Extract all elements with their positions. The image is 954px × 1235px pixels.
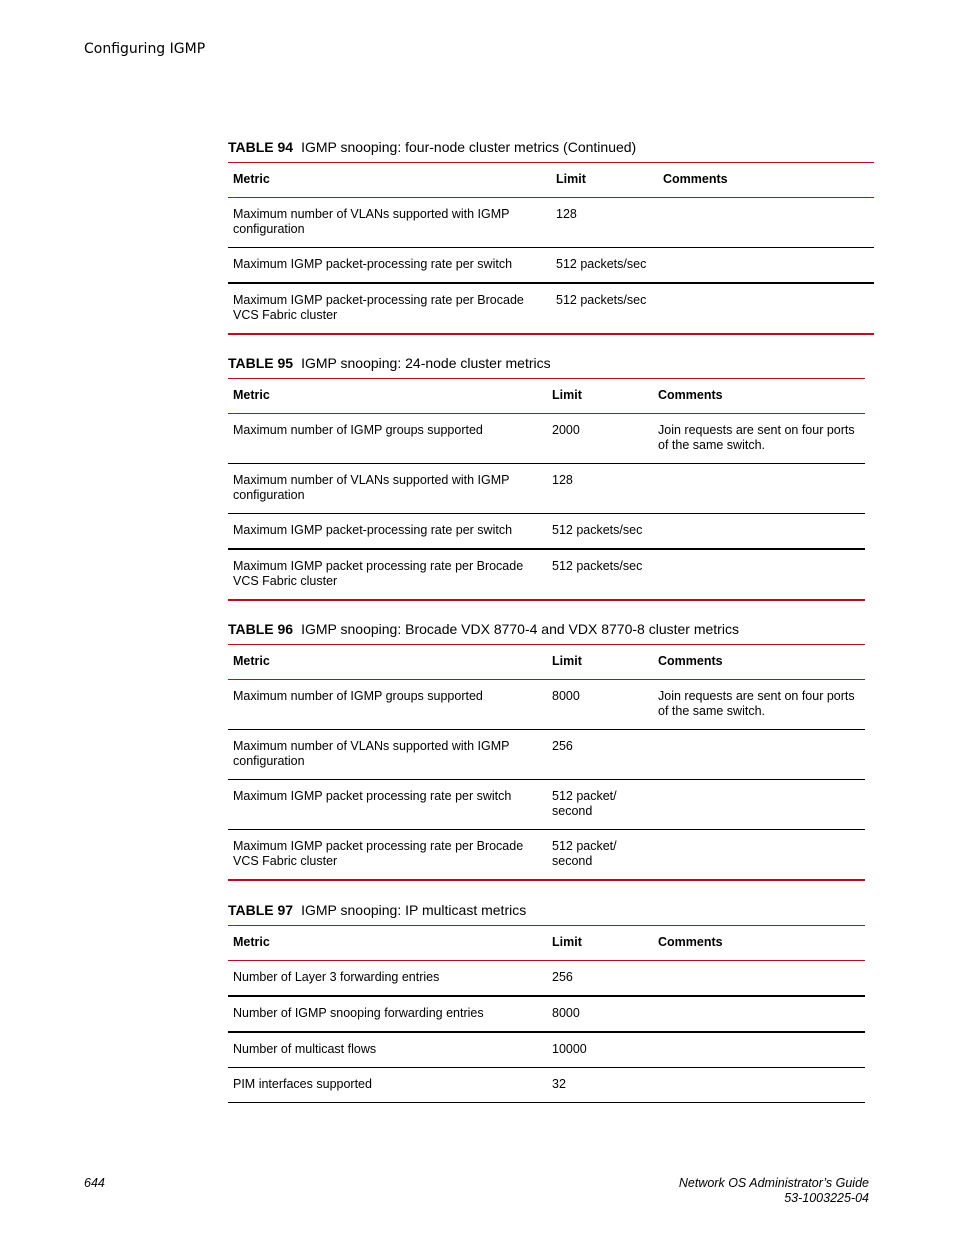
comments-cell: Join requests are sent on four ports of the same switch.: [653, 680, 865, 730]
column-header: Comments: [653, 926, 865, 961]
limit-cell: 512 packet/ second: [547, 830, 653, 881]
table-row: [228, 414, 865, 464]
limit-cell: 32: [547, 1068, 653, 1103]
limit-cell: 8000: [547, 680, 653, 730]
table-caption: [228, 355, 551, 371]
metric-cell: Maximum IGMP packet-processing rate per switch: [228, 248, 551, 284]
table-number: TABLE 94: [228, 139, 294, 155]
comments-cell: [653, 730, 865, 780]
limit-cell: 2000: [547, 414, 653, 464]
comments-cell: [653, 961, 865, 997]
table-row: [228, 1032, 865, 1068]
table-header-row: [228, 163, 874, 198]
table-title: IGMP snooping: four-node cluster metrics (Continued): [301, 139, 637, 155]
table-caption: [228, 139, 636, 155]
column-header: Limit: [547, 926, 653, 961]
limit-cell: 256: [547, 961, 653, 997]
table-row: [228, 830, 865, 881]
page-number: 644: [84, 1176, 105, 1190]
table-header-row: [228, 379, 865, 414]
table-row: [228, 780, 865, 830]
table-header-row: [228, 645, 865, 680]
metric-cell: Maximum number of VLANs supported with IGMP configuration: [228, 730, 547, 780]
comments-cell: [658, 283, 874, 334]
table-row: [228, 514, 865, 550]
comments-cell: [653, 464, 865, 514]
guide-title: Network OS Administrator’s Guide: [678, 1176, 869, 1190]
limit-cell: 512 packet/ second: [547, 780, 653, 830]
table-number: TABLE 97: [228, 902, 294, 918]
table-number: TABLE 95: [228, 355, 294, 371]
table-row: [228, 961, 865, 997]
column-header: Metric: [228, 379, 547, 414]
comments-cell: [653, 1068, 865, 1103]
comments-cell: [658, 248, 874, 284]
metrics-table-97: [228, 925, 865, 1103]
metric-cell: Maximum number of IGMP groups supported: [228, 414, 547, 464]
footer-doc-info: [679, 1176, 869, 1206]
limit-cell: 256: [547, 730, 653, 780]
metrics-table-94: [228, 162, 874, 335]
comments-cell: [653, 1032, 865, 1068]
doc-number: 53-1003225-04: [784, 1191, 869, 1205]
metric-cell: Maximum IGMP packet processing rate per Brocade VCS Fabric cluster: [228, 549, 547, 600]
table-row: [228, 198, 874, 248]
metric-cell: Maximum IGMP packet-processing rate per switch: [228, 514, 547, 550]
limit-cell: 512 packets/sec: [547, 514, 653, 550]
metric-cell: PIM interfaces supported: [228, 1068, 547, 1103]
table-row: [228, 464, 865, 514]
limit-cell: 10000: [547, 1032, 653, 1068]
comments-cell: [653, 996, 865, 1032]
comments-cell: Join requests are sent on four ports of the same switch.: [653, 414, 865, 464]
metric-cell: Maximum IGMP packet-processing rate per Brocade VCS Fabric cluster: [228, 283, 551, 334]
limit-cell: 128: [547, 464, 653, 514]
metric-cell: Maximum number of VLANs supported with IGMP configuration: [228, 198, 551, 248]
comments-cell: [658, 198, 874, 248]
table-caption: [228, 621, 739, 637]
table-row: [228, 996, 865, 1032]
limit-cell: 8000: [547, 996, 653, 1032]
table-caption: [228, 902, 526, 918]
column-header: Metric: [228, 645, 547, 680]
table-row: [228, 680, 865, 730]
limit-cell: 128: [551, 198, 658, 248]
metrics-table-95: [228, 378, 865, 601]
limit-cell: 512 packets/sec: [547, 549, 653, 600]
column-header: Limit: [551, 163, 658, 198]
column-header: Limit: [547, 645, 653, 680]
comments-cell: [653, 830, 865, 881]
table-row: [228, 730, 865, 780]
table-row: [228, 1068, 865, 1103]
column-header: Comments: [653, 379, 865, 414]
limit-cell: 512 packets/sec: [551, 283, 658, 334]
table-title: IGMP snooping: IP multicast metrics: [301, 902, 527, 918]
table-title: IGMP snooping: 24-node cluster metrics: [301, 355, 551, 371]
metric-cell: Number of multicast flows: [228, 1032, 547, 1068]
metric-cell: Maximum IGMP packet processing rate per switch: [228, 780, 547, 830]
table-header-row: [228, 926, 865, 961]
column-header: Limit: [547, 379, 653, 414]
table-number: TABLE 96: [228, 621, 294, 637]
table-title: IGMP snooping: Brocade VDX 8770-4 and VDX 8770-8 cluster metrics: [301, 621, 739, 637]
column-header: Metric: [228, 163, 551, 198]
metric-cell: Number of IGMP snooping forwarding entries: [228, 996, 547, 1032]
metrics-table-96: [228, 644, 865, 881]
column-header: Comments: [653, 645, 865, 680]
table-row: [228, 248, 874, 284]
running-header: Configuring IGMP: [84, 41, 206, 57]
table-row: [228, 283, 874, 334]
metric-cell: Number of Layer 3 forwarding entries: [228, 961, 547, 997]
column-header: Metric: [228, 926, 547, 961]
metric-cell: Maximum number of IGMP groups supported: [228, 680, 547, 730]
limit-cell: 512 packets/sec: [551, 248, 658, 284]
table-row: [228, 549, 865, 600]
comments-cell: [653, 549, 865, 600]
comments-cell: [653, 780, 865, 830]
column-header: Comments: [658, 163, 874, 198]
metric-cell: Maximum number of VLANs supported with IGMP configuration: [228, 464, 547, 514]
metric-cell: Maximum IGMP packet processing rate per Brocade VCS Fabric cluster: [228, 830, 547, 881]
comments-cell: [653, 514, 865, 550]
